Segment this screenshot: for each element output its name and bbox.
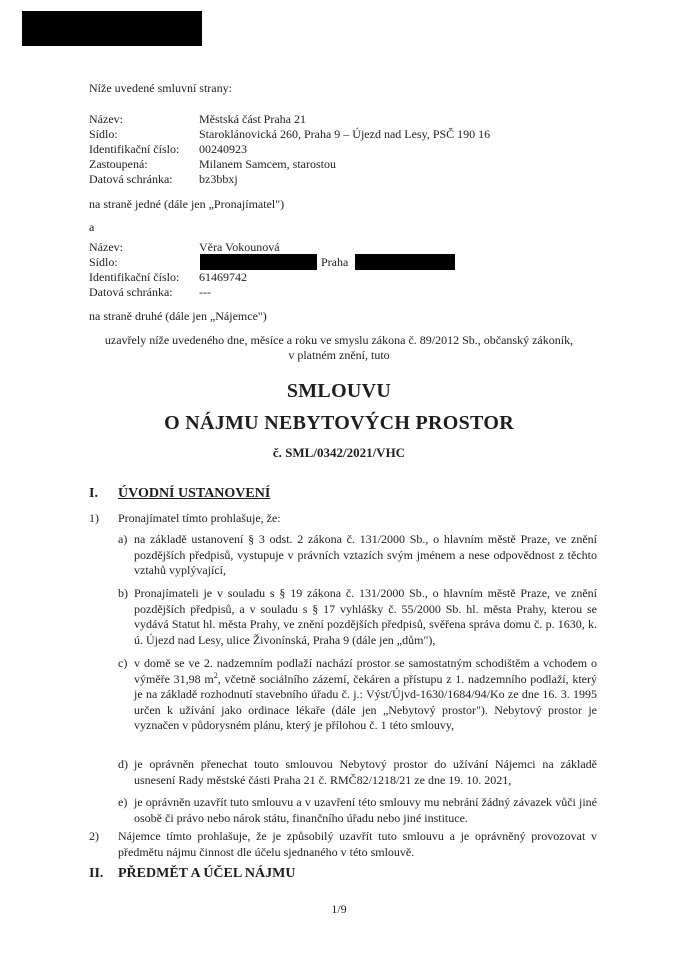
party2-id-value: 61469742 — [199, 270, 247, 284]
para2-number: 2) — [89, 829, 99, 843]
party1-name-value: Městská část Praha 21 — [199, 112, 306, 126]
item-c-text-a: v domě se ve 2. nadzemním podlaží nachází prostor se samostatným schodištěm a vchodem o výměře 31,98 m — [134, 656, 597, 686]
item-d-text: je oprávněn přenechat touto smlouvou Nebytový prostor do užívání Nájemci na základě usnesení Rady městské části Praha 21 č. RMČ82/1218/21 ze dne 19. 10. 2021, — [134, 757, 597, 787]
section2-title: PŘEDMĚT A ÚČEL NÁJMU — [118, 866, 296, 881]
party1-name-label: Název: — [89, 112, 123, 126]
agreed-line-1: uzavřely níže uvedeného dne, měsíce a roku ve smyslu zákona č. 89/2012 Sb., občanský zákoník, — [104, 333, 574, 347]
para1-text: Pronajímatel tímto prohlašuje, že: — [118, 511, 281, 525]
section2-number: II. — [89, 866, 104, 881]
party2-id-label: Identifikační číslo: — [89, 270, 180, 284]
party2-seat-city: Praha — [321, 255, 349, 269]
party1-represented-value: Milanem Samcem, starostou — [199, 157, 336, 171]
redaction-seat-street — [200, 254, 317, 270]
item-c-text-b: , včetně sociálního zázemí, čekáren a přístupu z 1. nadzemního podlaží, který je na základě rozhodnutí stavebního úřadu č. j.: Výst/Újvd-1630/1684/94/Ko ze dne 16. 3. 1995 určen k užívání jako ordinace lékaře (dále jen „Nebytový prostor"). Nebytový prostor je vyznačen v půdorysném plánu, který je přílohou č. 1 této smlouvy, — [134, 671, 597, 732]
contract-title-1: SMLOUVU — [286, 380, 392, 402]
para1-number: 1) — [89, 511, 99, 525]
redaction-block-header — [22, 11, 202, 46]
section1-title: ÚVODNÍ USTANOVENÍ — [118, 486, 271, 501]
party2-name-label: Název: — [89, 240, 123, 254]
party1-seat-label: Sídlo: — [89, 127, 118, 141]
party1-role: na straně jedné (dále jen „Pronajímatel") — [89, 197, 285, 211]
item-a-text: na základě ustanovení § 3 odst. 2 zákona č. 131/2000 Sb., o hlavním městě Praze, ve znění pozdějších předpisů, vystupuje v právních vztazích svým jménem a nese odpovědnost z těchto vztahů vyplývající, — [134, 532, 597, 577]
item-d-label: d) — [118, 757, 128, 771]
party1-id-value: 00240923 — [199, 142, 247, 156]
party1-databox-value: bz3bbxj — [199, 172, 238, 186]
item-e-label: e) — [118, 795, 128, 809]
para2-text: Nájemce tímto prohlašuje, že je způsobilý uzavřít tuto smlouvu a je oprávněný provozovat v předmětu nájmu činnost dle účelu sjednaného v této smlouvě. — [118, 829, 597, 859]
party2-name-value: Věra Vokounová — [199, 240, 280, 254]
party1-id-label: Identifikační číslo: — [89, 142, 180, 156]
conjunction: a — [89, 220, 95, 234]
page-number: 1/9 — [331, 902, 347, 916]
item-c-text — [134, 656, 597, 734]
party1-represented-label: Zastoupená: — [89, 157, 148, 171]
item-b-text: Pronajímateli je v souladu s § 19 zákona č. 131/2000 Sb., o hlavním městě Praze, ve znění pozdějších předpisů, a v souladu s § 17 vyhlášky č. 55/2000 Sb. hl. města Prahy, kterou se vydává Statut hl. města Prahy, ve znění pozdějších předpisů, svěřena správa domu č. p. 1630, k. ú. Újezd nad Lesy, ulice Živonínská, Praha 9 (dále jen „dům"), — [134, 586, 597, 647]
party2-databox-label: Datová schránka: — [89, 285, 173, 299]
party1-databox-label: Datová schránka: — [89, 172, 173, 186]
contract-title-2: O NÁJMU NEBYTOVÝCH PROSTOR — [164, 412, 514, 434]
item-b-label: b) — [118, 586, 128, 600]
party2-seat-label: Sídlo: — [89, 255, 118, 269]
party2-role: na straně druhé (dále jen „Nájemce") — [89, 309, 267, 323]
party2-databox-value: --- — [199, 285, 211, 299]
contract-number: č. SML/0342/2021/VHC — [272, 445, 406, 460]
redaction-seat-district — [355, 254, 455, 270]
item-c-superscript: 2 — [213, 670, 218, 680]
item-e-text: je oprávněn uzavřít tuto smlouvu a v uzavření této smlouvy mu nebrání žádný závazek vůči jiné osobě či právo nebo nárok státu, finančního úřadu nebo jiné instituce. — [134, 795, 597, 825]
party1-seat-value: Staroklánovická 260, Praha 9 – Újezd nad Lesy, PSČ 190 16 — [199, 127, 491, 141]
agreed-line-2: v platném znění, tuto — [288, 348, 390, 362]
item-c-label: c) — [118, 656, 128, 670]
section1-number: I. — [89, 486, 98, 501]
item-a-label: a) — [118, 532, 128, 546]
intro-line: Níže uvedené smluvní strany: — [89, 81, 232, 95]
